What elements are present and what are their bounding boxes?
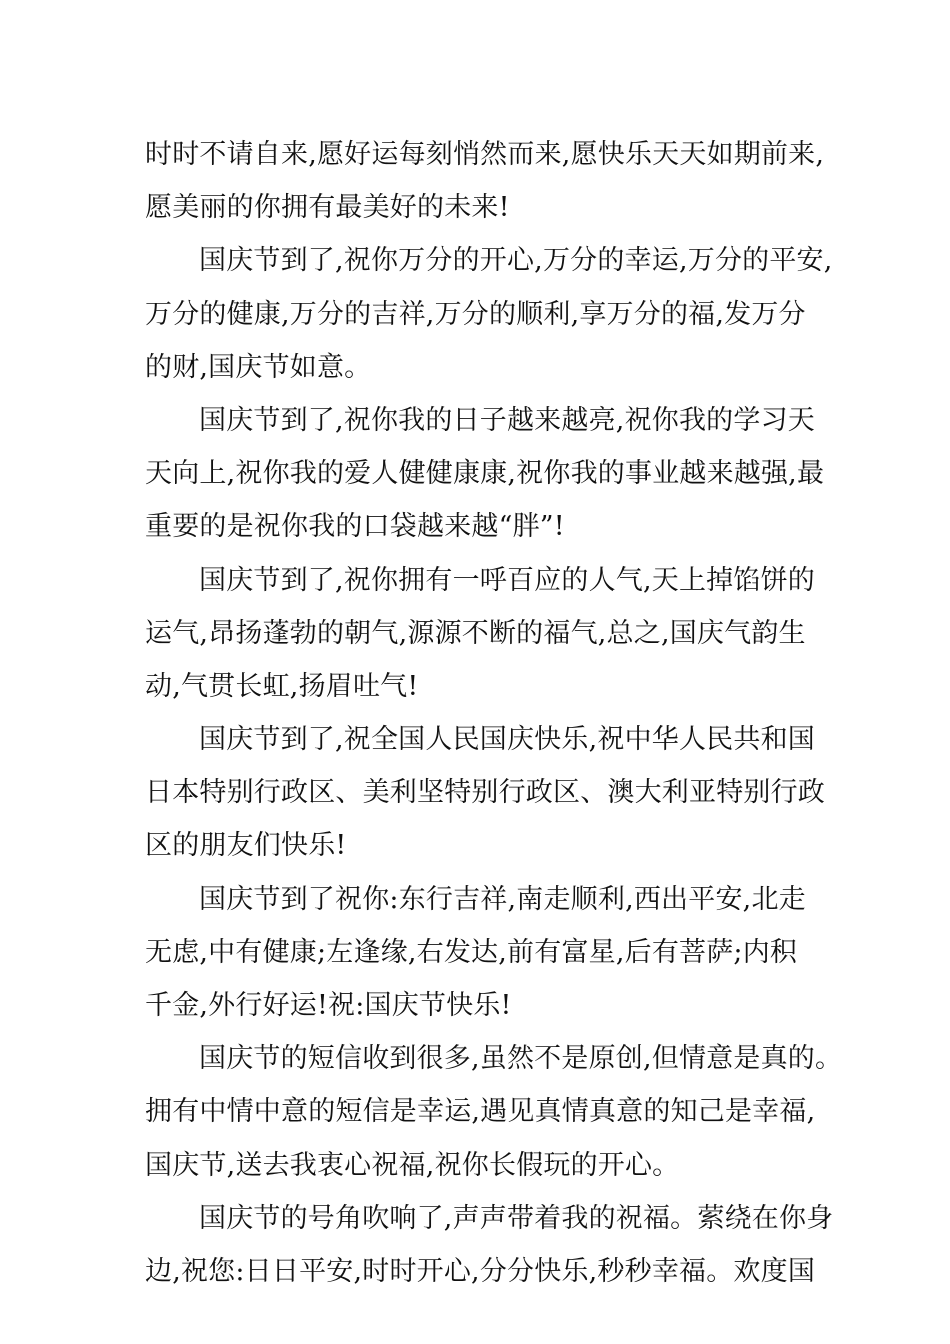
- text-line: 日本特别行政区、美利坚特别行政区、澳大利亚特别行政: [145, 777, 825, 809]
- text-line: 国庆节,送去我衷心祝福,祝你长假玩的开心。: [145, 1149, 680, 1181]
- text-line: 国庆节到了祝你:东行吉祥,南走顺利,西出平安,北走: [199, 883, 806, 915]
- text-line: 国庆节到了,祝你万分的开心,万分的幸运,万分的平安,: [199, 245, 833, 277]
- text-line: 运气,昂扬蓬勃的朝气,源源不断的福气,总之,国庆气韵生: [145, 617, 806, 649]
- text-line: 国庆节到了,祝全国人民国庆快乐,祝中华人民共和国: [199, 724, 815, 756]
- paragraph: [145, 873, 825, 1033]
- text-line: 万分的健康,万分的吉祥,万分的顺利,享万分的福,发万分: [145, 298, 806, 330]
- paragraph: [145, 394, 825, 554]
- paragraph: [145, 554, 825, 714]
- text-line: 的财,国庆节如意。: [145, 351, 372, 383]
- text-line: 拥有中情中意的短信是幸运,遇见真情真意的知己是幸福,: [145, 1096, 816, 1128]
- text-line: 动,气贯长虹,扬眉吐气!: [145, 670, 419, 702]
- paragraph: [145, 234, 833, 394]
- document-body: [145, 128, 843, 1298]
- text-line: 千金,外行好运!祝:国庆节快乐!: [145, 990, 512, 1021]
- paragraph: [145, 1192, 834, 1298]
- text-line: 国庆节到了,祝你拥有一呼百应的人气,天上掉馅饼的: [199, 564, 815, 596]
- text-line: 愿美丽的你拥有最美好的未来!: [145, 192, 510, 224]
- text-line: 国庆节的号角吹响了,声声带着我的祝福。萦绕在你身: [199, 1202, 834, 1234]
- paragraph: [145, 1032, 843, 1192]
- text-line: 无虑,中有健康;左逢缘,右发达,前有富星,后有菩萨;内积: [145, 936, 798, 968]
- text-line: 区的朋友们快乐!: [145, 830, 347, 862]
- paragraph: [145, 713, 825, 873]
- text-line: 天向上,祝你我的爱人健健康康,祝你我的事业越来越强,最: [145, 458, 825, 490]
- text-line: 边,祝您:日日平安,时时开心,分分快乐,秒秒幸福。欢度国: [145, 1255, 816, 1287]
- text-line: 国庆节到了,祝你我的日子越来越亮,祝你我的学习天: [199, 404, 815, 436]
- text-line: 国庆节的短信收到很多,虽然不是原创,但情意是真的。: [199, 1043, 843, 1075]
- paragraph: [145, 128, 825, 234]
- text-line: 时时不请自来,愿好运每刻悄然而来,愿快乐天天如期前来,: [145, 139, 825, 170]
- text-line: 重要的是祝你我的口袋越来越“胖”!: [145, 511, 565, 543]
